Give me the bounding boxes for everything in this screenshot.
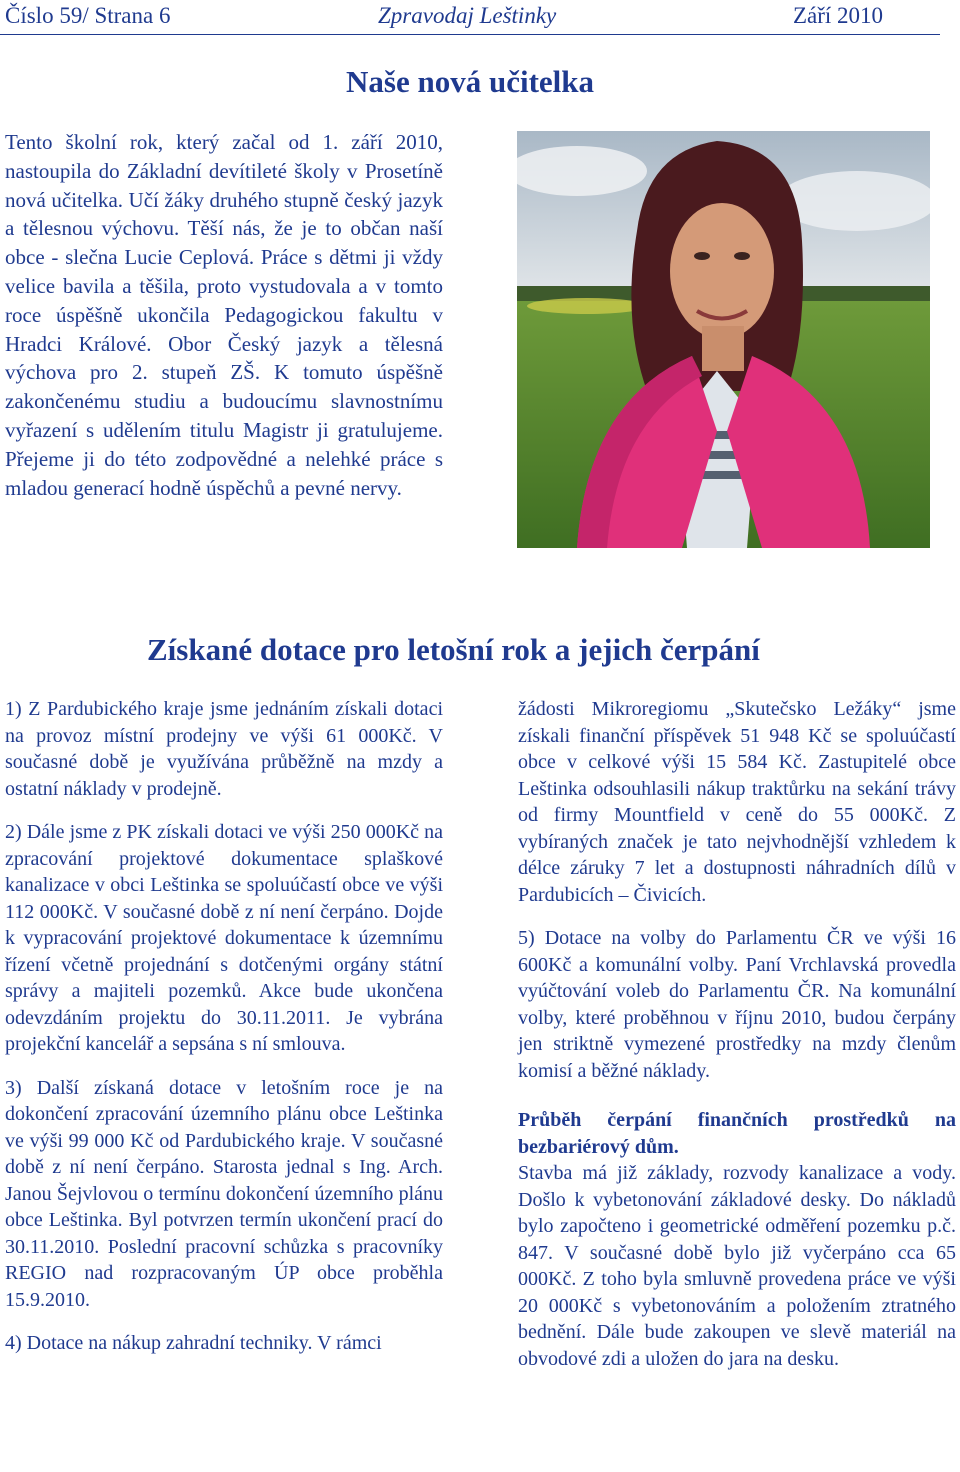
grant-paragraph-4: 4) Dotace na nákup zahradní techniky. V rámci xyxy=(5,1332,382,1354)
grant-paragraph-3: 3) Další získaná dotace v letošním roce je na dokončení zpracování územního plánu obce Leštinka ve výši 99 000 Kč od Pardubického kraje. V současné době z ní není čerpáno. Starosta jednal s Ing. Arch. Janou Šejvlovou o termínu dokončení územního plánu obce Leštinka. Byl potvrzen termín ukončení prací do 30.11.2010. Poslední pracovní schůzka s pracovníky REGIO nad rozpracovaným ÚP obce proběhla 15.9.2010. xyxy=(5,1076,443,1311)
subheading-barrier-free-house: Průběh čerpání finančních prostředků na bezbariérový dům. xyxy=(518,1109,956,1158)
grant-paragraph-5: 5) Dotace na volby do Parlamentu ČR ve výši 16 600Kč a komunální volby. Paní Vrchlavská provedla vyúčtování voleb do Parlamentu ČR. Na komunální volby, které proběhnou v říjnu 2010, budou čerpány jen striktně vymezené prostředky na mzdy členům komisí a běžné náklady. xyxy=(518,927,956,1082)
issue-page-number: Číslo 59/ Strana 6 xyxy=(5,3,171,28)
newsletter-title: Zpravodaj Leštinky xyxy=(378,3,557,28)
grant-paragraph-4-cont: žádosti Mikroregiomu „Skutečsko Ležáky“ jsme získali finanční příspěvek 51 948 Kč se spoluúčastí obce v celkové výši 15 584 Kč. Zastupitelé obce Leštinka odsouhlasili nákup traktůrku na sekání trávy od firmy Mountfield v ceně do 55 000Kč. Z vybíraných značek je tato nejvhodnější vzhledem k délce záruky 7 let a dostupnosti náhradních dílů v Pardubicích – Čivicích. xyxy=(518,698,956,906)
grant-paragraph-2: 2) Dále jsme z PK získali dotaci ve výši 250 000Kč na zpracování projektové dokumentace splaškové kanalizace v obci Leštinka se spoluúčastí obce ve výši 112 000Kč. V současné době z ní není čerpáno. Dojde k vypracování projektové dokumentace k územnímu řízení včetně projednání s dotčenými orgány státní správy a majiteli pozemků. Akce bude ukončena odevzdáním projektu do 30.11.2011. Je vybrána projekční kancelář a sepsána s ní smlouva. xyxy=(5,821,443,1055)
grants-column-left xyxy=(5,696,443,1357)
issue-date: Září 2010 xyxy=(792,3,883,28)
grant-paragraph-1: 1) Z Pardubického kraje jsme jednáním získali dotaci na provoz místní prodejny ve výši 61 000Kč. V současné době je využívána průběžně na mzdy a ostatní náklady v prodejně. xyxy=(5,698,443,800)
article-title-grants: Získané dotace pro letošní rok a jejich čerpání xyxy=(147,632,760,667)
page-header xyxy=(0,0,940,35)
article-title-teacher: Naše nová učitelka xyxy=(346,64,594,99)
grants-column-right xyxy=(518,696,956,1372)
barrier-free-house-text: Stavba má již základy, rozvody kanalizace a vody. Došlo k vybetonování základové desky. Do nákladů bylo započteno i geometrické odměření pozemku p.č. 847. V současné době bylo již vyčerpáno cca 65 000Kč. Z toho byla smluvně provedena práce ve výši 20 000Kč s vybetonováním a položením ztratného bednění. Dále bude zakoupen ve slevě materiál na obvodové zdi a uložen do jara na desku. xyxy=(518,1162,956,1370)
teacher-photo xyxy=(517,131,930,548)
article-paragraph: Tento školní rok, který začal od 1. září 2010, nastoupila do Základní devítileté školy v Prosetíně nová učitelka. Učí žáky druhého stupně český jazyk a tělesnou výchovu. Těší nás, že je to občan naší obce - slečna Lucie Ceplová. Práce s dětmi ji vždy velice bavila a těšila, proto vystudovala a v tomto roce úspěšně ukončila Pedagogickou fakultu v Hradci Králové. Obor Český jazyk a tělesná výchova pro 2. stupeň ZŠ. K tomuto úspěšně zakončenému studiu a budoucímu slavnostnímu vyřazení s udělením titulu Magistr ji gratulujeme. Přejeme ji do této zodpovědné a nelehké práce s mladou generací hodně úspěchů a pevné nervy. xyxy=(5,130,443,500)
article-body-teacher xyxy=(5,128,443,502)
